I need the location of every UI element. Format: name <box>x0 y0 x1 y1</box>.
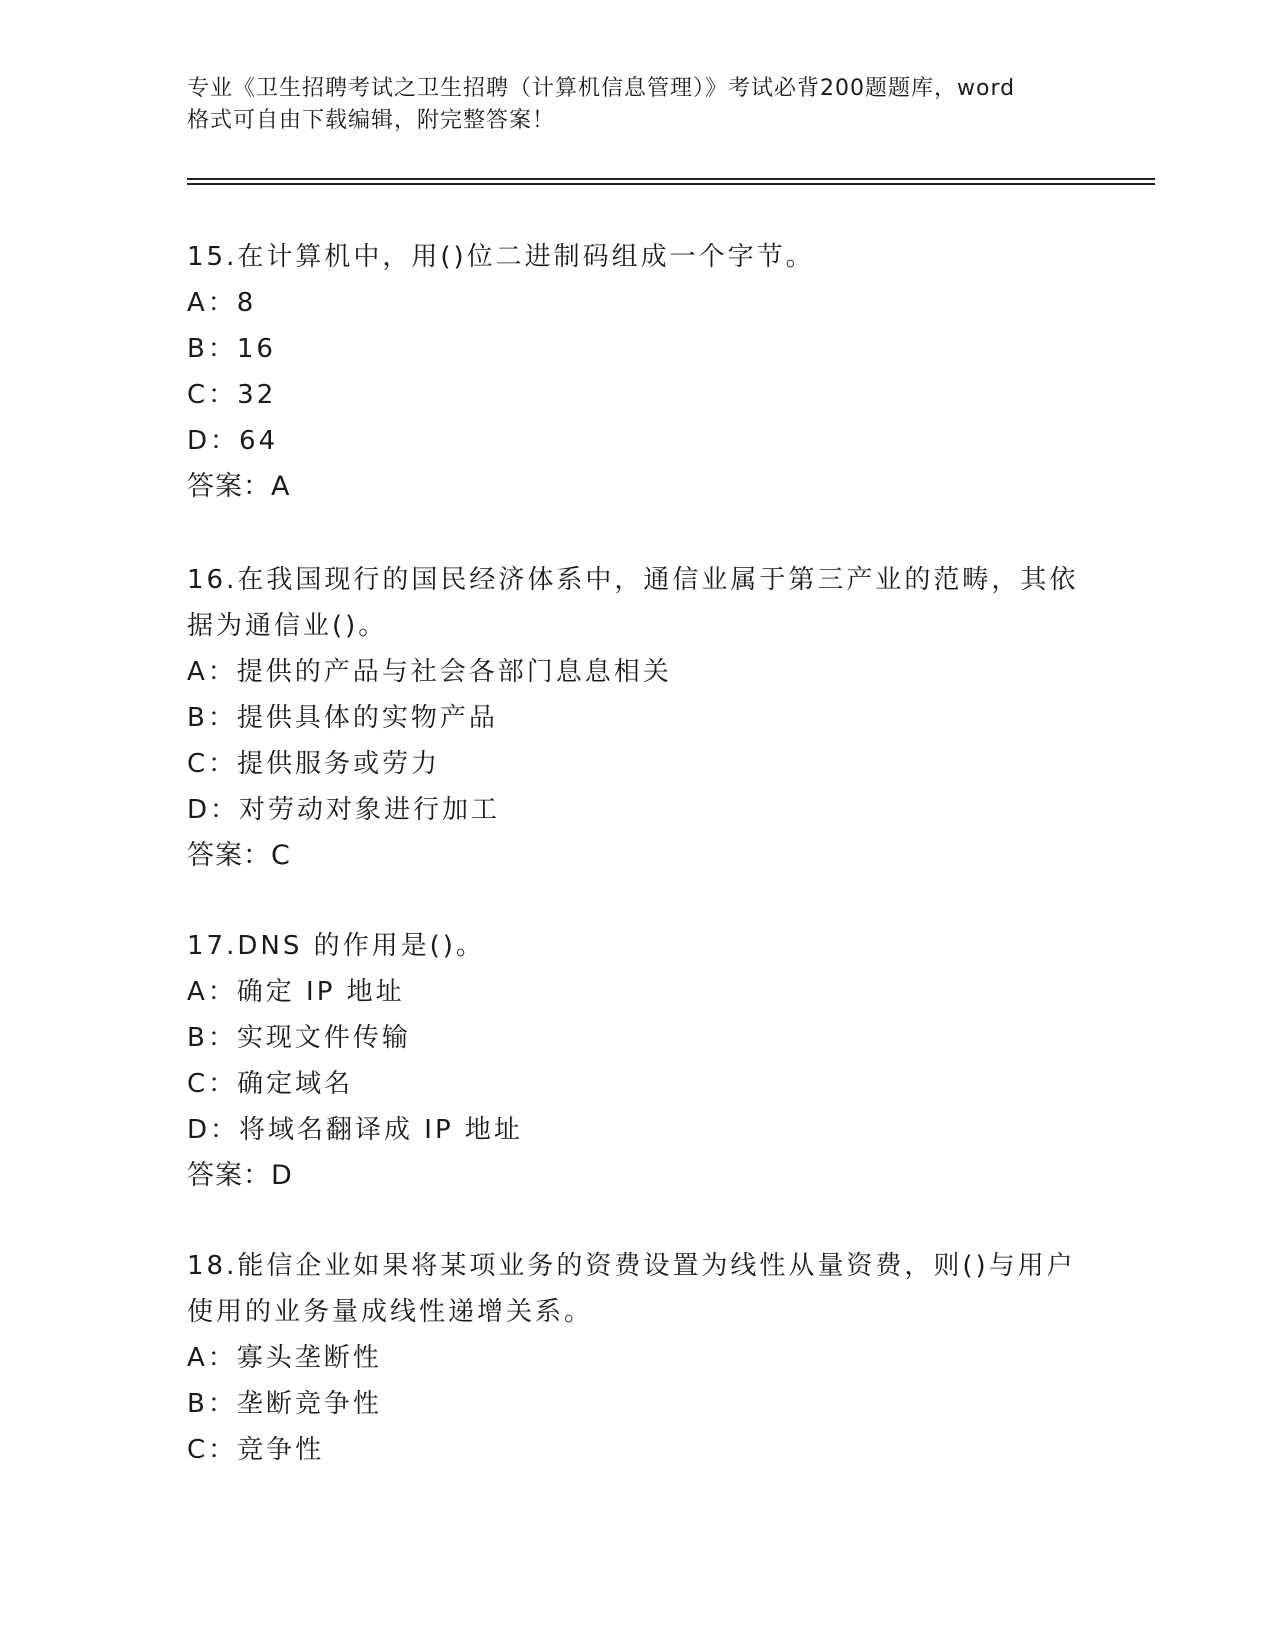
option-b: B：垄断竞争性 <box>187 1389 382 1419</box>
question-16 <box>187 557 1087 879</box>
option-a: A：提供的产品与社会各部门息息相关 <box>187 657 672 687</box>
header-title-line-2: 格式可自由下载编辑，附完整答案！ <box>187 108 556 133</box>
header-divider-bottom <box>187 183 1155 185</box>
question-stem <box>187 557 1087 649</box>
option-a: A：确定 IP 地址 <box>187 977 405 1007</box>
answer: 答案：C <box>187 840 291 871</box>
question-17 <box>187 923 1087 1199</box>
option-d: D：64 <box>187 426 279 456</box>
answer: 答案：D <box>187 1160 293 1191</box>
option-c: C：提供服务或劳力 <box>187 749 441 779</box>
question-15 <box>187 234 1087 510</box>
option-d: D：将域名翻译成 IP 地址 <box>187 1115 523 1145</box>
question-stem-line: 15.在计算机中，用()位二进制码组成一个字节。 <box>187 242 815 272</box>
answer: 答案：A <box>187 471 291 502</box>
question-stem <box>187 234 1087 280</box>
question-stem-line: 17.DNS 的作用是()。 <box>187 931 485 961</box>
question-stem <box>187 1243 1087 1335</box>
option-c: C：确定域名 <box>187 1069 354 1099</box>
option-d: D：对劳动对象进行加工 <box>187 795 501 825</box>
option-b: B：实现文件传输 <box>187 1023 411 1053</box>
question-stem-line: 据为通信业()。 <box>187 611 388 641</box>
option-a: A：8 <box>187 288 257 318</box>
question-stem <box>187 923 1087 969</box>
option-a: A：寡头垄断性 <box>187 1343 382 1373</box>
document-header <box>187 73 1087 137</box>
question-stem-line: 16.在我国现行的国民经济体系中，通信业属于第三产业的范畴，其依 <box>187 565 1079 595</box>
option-c: C：竞争性 <box>187 1435 325 1465</box>
question-stem-line: 18.能信企业如果将某项业务的资费设置为线性从量资费，则()与用户 <box>187 1251 1076 1281</box>
header-divider-top <box>187 178 1155 180</box>
header-title-line-1: 专业《卫生招聘考试之卫生招聘（计算机信息管理）》考试必背200题题库，word <box>187 76 1016 101</box>
option-c: C：32 <box>187 380 277 410</box>
question-stem-line: 使用的业务量成线性递增关系。 <box>187 1297 594 1327</box>
option-b: B：16 <box>187 334 276 364</box>
option-b: B：提供具体的实物产品 <box>187 703 498 733</box>
question-18 <box>187 1243 1087 1473</box>
